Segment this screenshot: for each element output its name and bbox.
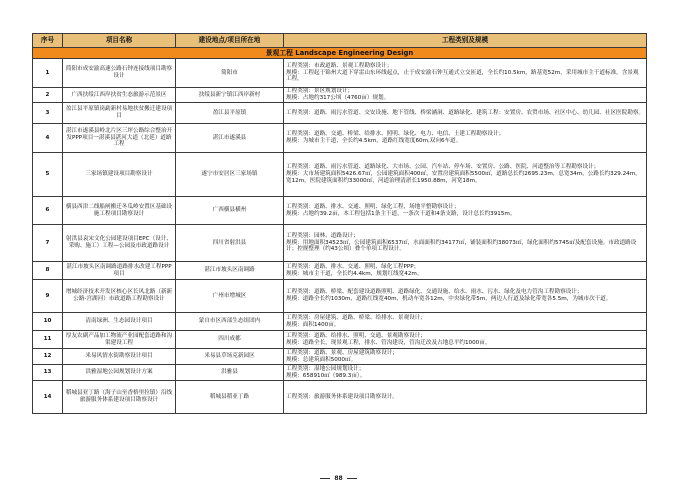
project-location: 稻城县稻亚丁路 [176,381,284,414]
description-line: 工程类别：道路、雨污水管道、交安设施、地下管线、桥梁涵洞、道路绿化、建筑工程：安置房、农贸市场、社区中心、幼儿园、社区医院勘察。 [286,109,645,116]
project-location: 四川成都 [176,331,284,349]
row-number: 8 [33,262,63,280]
description-line: 规模：大市场建筑面积5426.67㎡，公园建筑面积400㎡，安置房建筑面积5500㎡，道路总长约2695.23m，总宽34m，公路长约329.24m，宽12m，医院建筑面积约33000㎡，河道治理清淤长1950.88m，河宽18m。 [286,171,641,184]
project-name: 洪雅湿地公园规划设计方案 [63,365,176,381]
project-location: 盈江县平原镇 [176,103,284,124]
project-description [284,262,647,280]
row-number: 12 [33,349,63,365]
project-location: 四川省射洪县 [176,225,284,262]
table-row [33,262,647,280]
project-name: 米易风情水街勘察设计项目 [63,349,176,365]
project-name: 盈江县平原镇岗勐新村易地扶贫搬迁建设项目 [63,103,176,124]
description-line: 规模：占地约317公顷（4760亩）规划。 [286,95,390,101]
project-name: 稻城县亚丁路（海子山至香格里拉镇）沿线旅游服务体系建设项目勘察设计 [63,381,176,414]
project-name: 简阳市成安渝高速公路石钟连接线项目勘察设计 [63,59,176,88]
row-number: 10 [33,313,63,331]
description-line: 工程类别：道路、交通、桥梁、给排水、照明、绿化、电力、电信、土建工程勘察设计； [286,131,505,138]
project-location: 扶绥县新宁镇江西岸新村 [176,88,284,103]
description-line: 工程类别：市政道路、景观工程勘察设计； [286,62,393,69]
project-location: 广西横县横州 [176,197,284,225]
page-footer [0,475,677,482]
description-line: 规模：用地面积34523㎡，公园建筑面积6537㎡，水面面积约34177㎡，铺装面积约38073㎡，绿化面积约5745㎡及配套设施。市政道路设计；控规整理（约43公顷）叠个单项工程设计。 [286,239,637,253]
row-number: 6 [33,197,63,225]
project-name: 清南绿洲、生态园设计项目 [63,313,176,331]
description-line: 工程类别：道路、排水、交通、照明、绿化工程PPP； [286,263,420,270]
table-row [33,88,647,103]
section-banner-row [33,48,647,59]
row-number: 3 [33,103,63,124]
description-line: 规模：占地约39.2亩，本工程包括1条主干道，一条次干道和4条支路，设计总长约3915m。 [286,210,516,217]
section-banner: 景观工程 Landscape Engineering Design [33,48,647,59]
table-row [33,124,647,153]
description-line: 规模：面积1400亩。 [286,321,340,328]
description-line: 规模：道路全长约1030m，道路红线宽40m，机动车宽各12m，中央绿化带5m，两边人行道及绿化带宽各5.5m，为城市次干道。 [286,296,612,302]
project-location: 蒙自市区西部生态组团内 [176,313,284,331]
table-row [33,349,647,365]
description-line: 工程类别：房屋建筑、道路、桥梁、给排水、景观设计； [286,314,426,321]
description-line: 工程类别：道路、景观、房屋建筑勘察设计； [286,349,398,356]
page-number: 88 [334,475,343,482]
table-row [33,280,647,313]
project-location: 湛江市遂溪县 [176,124,284,153]
project-name: 横县西津二线船闸搬迁冬瓜岭安置区基础设施工程项目勘察设计 [63,197,176,225]
table-header-row [33,34,647,48]
table-row [33,197,647,225]
project-name: 湛江市遂溪县岭北片区三坪公路综合整治开发PPP项目一湛溪县湛河大道（北延）道路工程 [63,124,176,153]
project-location: 简阳市 [176,59,284,88]
project-description [284,124,647,153]
row-number: 7 [33,225,63,262]
row-number: 1 [33,59,63,88]
description-line: 工程类别：道路、给排水、照明、交通、景观勘察设计； [286,332,426,339]
table-body [33,48,647,414]
project-description [284,381,647,414]
footer-dash-right [347,478,357,479]
project-name: 厚友农副产品加工物流产业园配套道路和沟渠建设工程 [63,331,176,349]
project-name: 射洪县袁宋文化公园建设项目EPC（设计、采购、施工）工程—公园及市政道路设计 [63,225,176,262]
row-number: 9 [33,280,63,313]
project-description [284,59,647,88]
row-number: 13 [33,365,63,381]
description-line: 工程类别：景区规划设计； [286,88,354,95]
table-row [33,331,647,349]
column-header-location: 建设地点/项目所在地 [176,34,284,48]
project-location: 米易县草场克新园区 [176,349,284,365]
description-line: 规模：总建筑面积5000㎡。 [286,356,357,363]
row-number: 5 [33,153,63,197]
project-name: 三家场镇建设项目勘察设计 [63,153,176,197]
table-row [33,225,647,262]
description-line: 工程类别：湿地公园规划设计； [286,365,365,372]
project-description [284,349,647,365]
description-line: 规模：658910㎡（989.3亩）。 [286,372,366,379]
project-name: 湛江市坡头区南调路道路排水改建工程PPP项目 [63,262,176,280]
project-description [284,313,647,331]
project-description [284,331,647,349]
project-description [284,153,647,197]
project-description [284,365,647,381]
project-location: 广州市增城区 [176,280,284,313]
description-line: 规模：道路全长，现景观工程，排水、管沟建设，管沟迁改及占地总平约1000亩。 [286,339,491,346]
description-line: 工程类别：旅游服务体系建设项目勘察设计。 [286,393,398,400]
description-line: 工程类别：道路、桥梁、配套建设道路照明、道路绿化、交通设施、给水、雨水、污水、绿化及电力管沟工程勘察设计； [286,289,583,296]
project-location: 遂宁市安居区三家场镇 [176,153,284,197]
table-row [33,103,647,124]
column-header-category: 工程类别及规模 [284,34,647,48]
description-line: 工程类别：园林、道路设计； [286,232,359,239]
project-description [284,280,647,313]
project-description [284,197,647,225]
description-line: 工程类别：道路、雨污水管道、道路绿化、大市场、公园、汽车站、停车场、安置房、公路、医院、河道整治等工程勘察设计； [286,164,600,171]
description-line: 规模：工程起于锦州大道下穿雷山东环线起点，止于成安渝石钟互通式立交匝道，全长约10.5km，路基宽52m，采用城市主干道标准，含景观工程。 [286,69,639,83]
table-row [33,59,647,88]
project-description [284,103,647,124]
project-description [284,225,647,262]
table-row [33,365,647,381]
footer-dash-left [320,478,330,479]
project-location: 湛江市坡头区南调路 [176,262,284,280]
project-name: 增城经济技术开发区核心区长风北路（新新公路-宫湖河）市政道路工程勘察设计 [63,280,176,313]
table-row [33,153,647,197]
row-number: 14 [33,381,63,414]
column-header-no: 序号 [33,34,63,48]
row-number: 11 [33,331,63,349]
project-location: 洪雅县 [176,365,284,381]
description-line: 规模：城市主干道，全长约4.4km，规划红线宽42m。 [286,270,423,277]
row-number: 4 [33,124,63,153]
table-row [33,313,647,331]
table-row [33,381,647,414]
row-number: 2 [33,88,63,103]
project-name: 广西扶绥江西岸扶贫生态旅游示范景区 [63,88,176,103]
description-line: 规模：为城市主干道，全长约4.5km，道路红线宽度60m,双向6车道。 [286,138,462,144]
column-header-name: 项目名称 [63,34,176,48]
projects-table [32,33,647,414]
description-line: 工程类别：道路、排水、交通、照明、绿化工程，场地平整勘察设计； [286,203,460,210]
project-description [284,88,647,103]
